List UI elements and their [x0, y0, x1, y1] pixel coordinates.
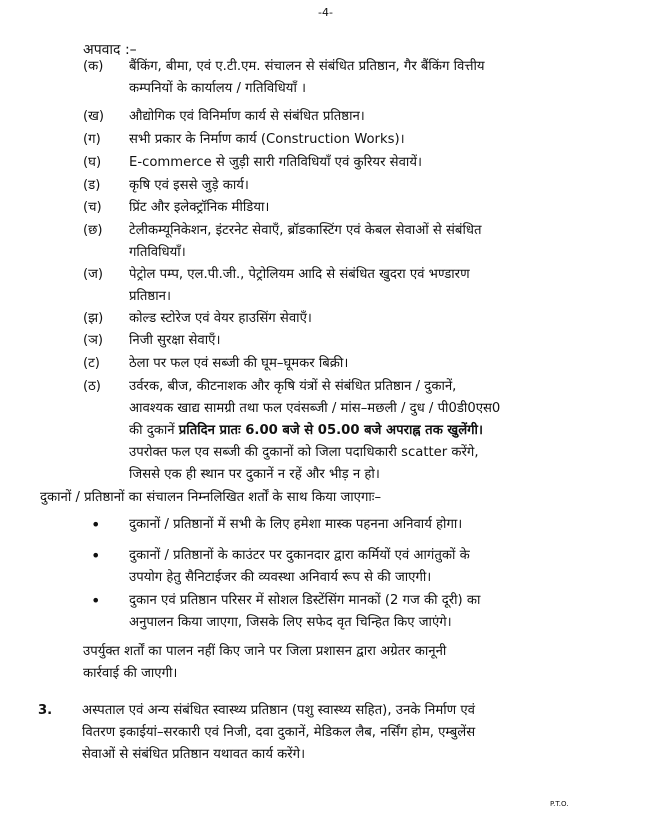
page-number: -4- — [318, 6, 333, 19]
item-text: गतिविधियाँ। — [129, 245, 186, 260]
item-text: जिससे एक ही स्थान पर दुकानें न रहें और भीड़ न हो। — [129, 467, 380, 482]
condition-bullet — [83, 514, 603, 536]
item-text: बैंकिंग, बीमा, एवं ए.टी.एम. संचालन से संबंधित प्रतिष्ठान, गैर बैंकिंग वित्तीय — [129, 59, 485, 74]
bullet-text: उपयोग हेतु सैनिटाईजर की व्यवस्था अनिवार्य रूप से की जाएगी। — [129, 570, 432, 585]
item-marker: (ट) — [83, 356, 100, 371]
item-text-timing — [129, 420, 593, 442]
exception-item-jha — [83, 308, 593, 330]
item-marker: (ञ) — [83, 333, 104, 348]
exception-item-gha — [83, 152, 593, 174]
item-text: प्रिंट और इलेक्ट्रॉनिक मीडिया। — [129, 200, 270, 215]
section-text: वितरण इकाईयां–सरकारी एवं निजी, दवा दुकानें, मेडिकल लैब, नर्सिंग होम, एम्बुलेंस — [82, 725, 476, 740]
item-marker: (ड) — [83, 178, 101, 193]
condition-bullet — [83, 545, 603, 589]
penalty-text: कार्रवाई की जाएगी। — [83, 666, 178, 681]
item-marker: (ठ) — [83, 379, 101, 394]
bullet-text: दुकानों / प्रतिष्ठानों के काउंटर पर दुकानदार द्वारा कर्मियों एवं आगंतुकों के — [129, 548, 470, 563]
item-marker: (ग) — [83, 132, 101, 147]
conditions-heading: दुकानों / प्रतिष्ठानों का संचालन निम्नलिखित शर्तों के साथ किया जाएगाः– — [40, 490, 382, 505]
item-text: प्रतिष्ठान। — [129, 289, 171, 304]
pto-note: P.T.O. — [550, 800, 569, 808]
item-text: निजी सुरक्षा सेवाएँ। — [129, 333, 221, 348]
condition-bullet — [83, 590, 603, 634]
exception-item-ga — [83, 129, 593, 151]
exception-item-ja — [83, 264, 593, 308]
exception-item-nya — [83, 330, 593, 352]
item-text: उर्वरक, बीज, कीटनाशक और कृषि यंत्रों से संबंधित प्रतिष्ठान / दुकानें, — [129, 379, 457, 394]
timing-bold: प्रतिदिन प्रातः 6.00 बजे से 05.00 बजे अपराह्न तक खुलेंगी। — [178, 423, 483, 438]
section-text: अस्पताल एवं अन्य संबंधित स्वास्थ्य प्रतिष्ठान (पशु स्वास्थ्य सहित), उनके निर्माण एवं — [82, 703, 475, 718]
item-text: कृषि एवं इससे जुड़े कार्य। — [129, 178, 249, 193]
penalty-text: उपर्युक्त शर्तों का पालन नहीं किए जाने पर जिला प्रशासन द्वारा अग्रेतर कानूनी — [83, 644, 447, 659]
item-text: E-commerce से जुड़ी सारी गतिविधियाँ एवं कुरियर सेवायें। — [129, 155, 422, 170]
item-marker: (ख) — [83, 109, 105, 124]
item-marker: (घ) — [83, 155, 102, 170]
bullet-text: दुकानों / प्रतिष्ठानों में सभी के लिए हमेशा मास्क पहनना अनिवार्य होगा। — [129, 517, 463, 532]
item-text: उपरोक्त फल एव सब्जी की दुकानों को जिला पदाधिकारी scatter करेंगे, — [129, 445, 479, 460]
exception-item-ka — [83, 56, 593, 100]
bullet-text: अनुपालन किया जाएगा, जिसके लिए सफेद वृत चिन्हित किए जाएंगे। — [129, 615, 452, 630]
exception-item-kha — [83, 106, 593, 128]
section-3 — [38, 700, 598, 766]
bullet-icon: • — [91, 546, 101, 565]
exception-item-da — [83, 175, 593, 197]
exception-item-ta — [83, 353, 593, 375]
exception-item-tha — [83, 376, 593, 486]
item-text: टेलीकम्यूनिकेशन, इंटरनेट सेवाएँ, ब्रॉडकास्टिंग एवं केबल सेवाओं से संबंधित — [129, 223, 482, 238]
item-text: ठेला पर फल एवं सब्जी की घूम–घूमकर बिक्री। — [129, 356, 349, 371]
item-text: कम्पनियों के कार्यालय / गतिविधियाँ । — [129, 81, 307, 96]
item-text: औद्योगिक एवं विनिर्माण कार्य से संबंधित प्रतिष्ठान। — [129, 109, 365, 124]
exception-item-chha — [83, 220, 593, 264]
item-text: कोल्ड स्टोरेज एवं वेयर हाउसिंग सेवाएँ। — [129, 311, 312, 326]
item-marker: (क) — [83, 59, 104, 74]
item-marker: (च) — [83, 200, 102, 215]
penalty-paragraph — [83, 641, 603, 685]
item-marker: (छ) — [83, 223, 103, 238]
item-text: सभी प्रकार के निर्माण कार्य (Construction Works)। — [129, 132, 405, 147]
item-marker: (ज) — [83, 267, 104, 282]
section-number: 3. — [38, 703, 53, 718]
section-text: सेवाओं से संबंधित प्रतिष्ठान यथावत कार्य करेंगे। — [82, 747, 306, 762]
item-marker: (झ) — [83, 311, 104, 326]
timing-prefix: की दुकानें — [129, 423, 179, 438]
item-text: पेट्रोल पम्प, एल.पी.जी., पेट्रोलियम आदि से संबंधित खुदरा एवं भण्डारण — [129, 267, 470, 282]
bullet-icon: • — [91, 515, 101, 534]
exceptions-heading: अपवाद :– — [83, 42, 137, 58]
bullet-icon: • — [91, 591, 101, 610]
exception-item-cha — [83, 197, 593, 219]
item-text: आवश्यक खाद्य सामग्री तथा फल एवंसब्जी / मांस–मछली / दुध / पी0डी0एस0 — [129, 401, 501, 416]
bullet-text: दुकान एवं प्रतिष्ठान परिसर में सोशल डिस्टेंसिंग मानकों (2 गज की दूरी) का — [129, 593, 481, 608]
